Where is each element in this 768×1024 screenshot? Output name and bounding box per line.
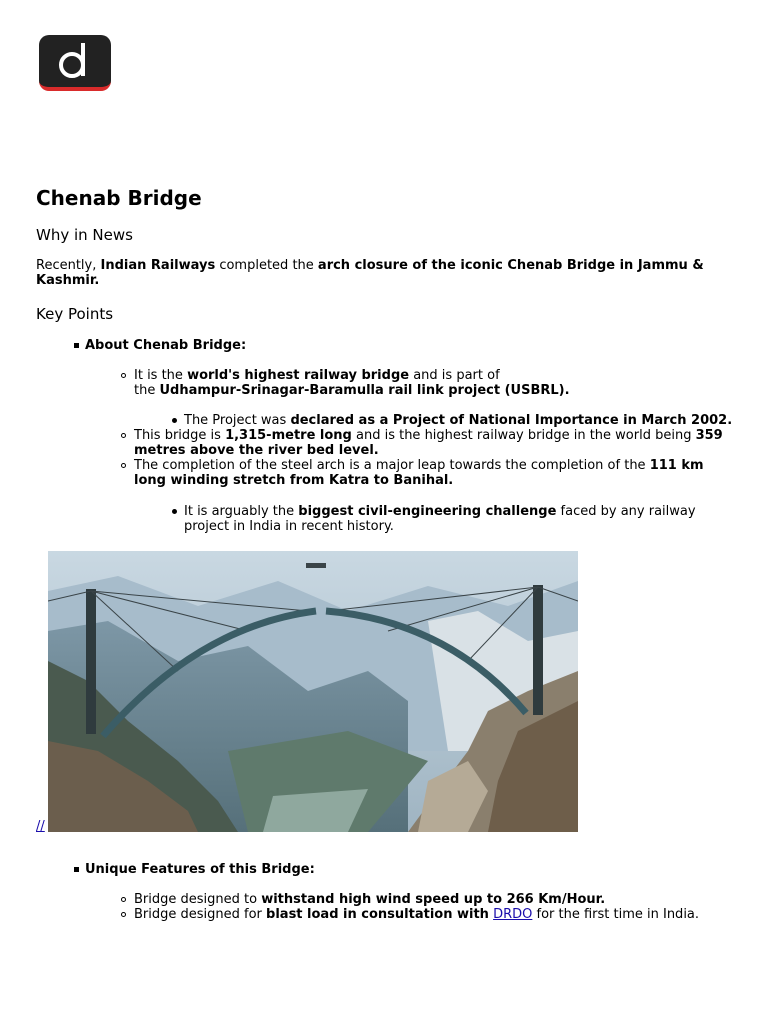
- unique-item-1: Bridge designed to withstand high wind speed up to 266 Km/Hour.: [134, 892, 606, 907]
- about-item-3-sub-line-2: project in India in recent history.: [184, 519, 394, 534]
- section-heading-key-points: Key Points: [36, 305, 114, 323]
- bullet-square: [74, 343, 79, 348]
- about-item-3-sub-line-1: It is arguably the biggest civil-engineering challenge faced by any railway: [184, 504, 696, 519]
- about-item-1-sub: The Project was declared as a Project of National Importance in March 2002.: [184, 413, 733, 428]
- about-item-3-line-1: The completion of the steel arch is a major leap towards the completion of the 111 km: [134, 458, 704, 473]
- drdo-link[interactable]: DRDO: [493, 907, 533, 922]
- bullet-circle: [121, 912, 126, 917]
- unique-heading: Unique Features of this Bridge:: [85, 862, 315, 877]
- bullet-circle: [121, 373, 126, 378]
- bullet-circle: [121, 433, 126, 438]
- bridge-image: [48, 551, 578, 832]
- about-item-2-line-1: This bridge is 1,315-metre long and is the highest railway bridge in the world being 359: [134, 428, 723, 443]
- about-heading: About Chenab Bridge:: [85, 338, 247, 353]
- about-item-1-line-2: the Udhampur-Srinagar-Baramulla rail link project (USBRL).: [134, 383, 570, 398]
- about-item-2-line-2: metres above the river bed level.: [134, 443, 379, 458]
- d-logo-icon: [39, 35, 111, 87]
- page-title: Chenab Bridge: [36, 186, 202, 210]
- image-link[interactable]: //: [36, 819, 45, 834]
- section-heading-why-in-news: Why in News: [36, 226, 133, 244]
- bullet-square: [74, 867, 79, 872]
- bullet-circle: [121, 897, 126, 902]
- about-item-3-line-2: long winding stretch from Katra to Banihal.: [134, 473, 454, 488]
- bullet-circle: [121, 463, 126, 468]
- unique-item-2: Bridge designed for blast load in consultation with DRDO for the first time in India.: [134, 907, 700, 922]
- intro-paragraph: Recently, Indian Railways completed the arch closure of the iconic Chenab Bridge in Jammu & Kashmir.: [36, 258, 704, 288]
- bullet-disc: [172, 509, 177, 514]
- chenab-bridge-photo: [48, 551, 578, 832]
- about-item-1-line-1: It is the world's highest railway bridge and is part of: [134, 368, 500, 383]
- app-logo[interactable]: [39, 35, 111, 91]
- bullet-disc: [172, 418, 177, 423]
